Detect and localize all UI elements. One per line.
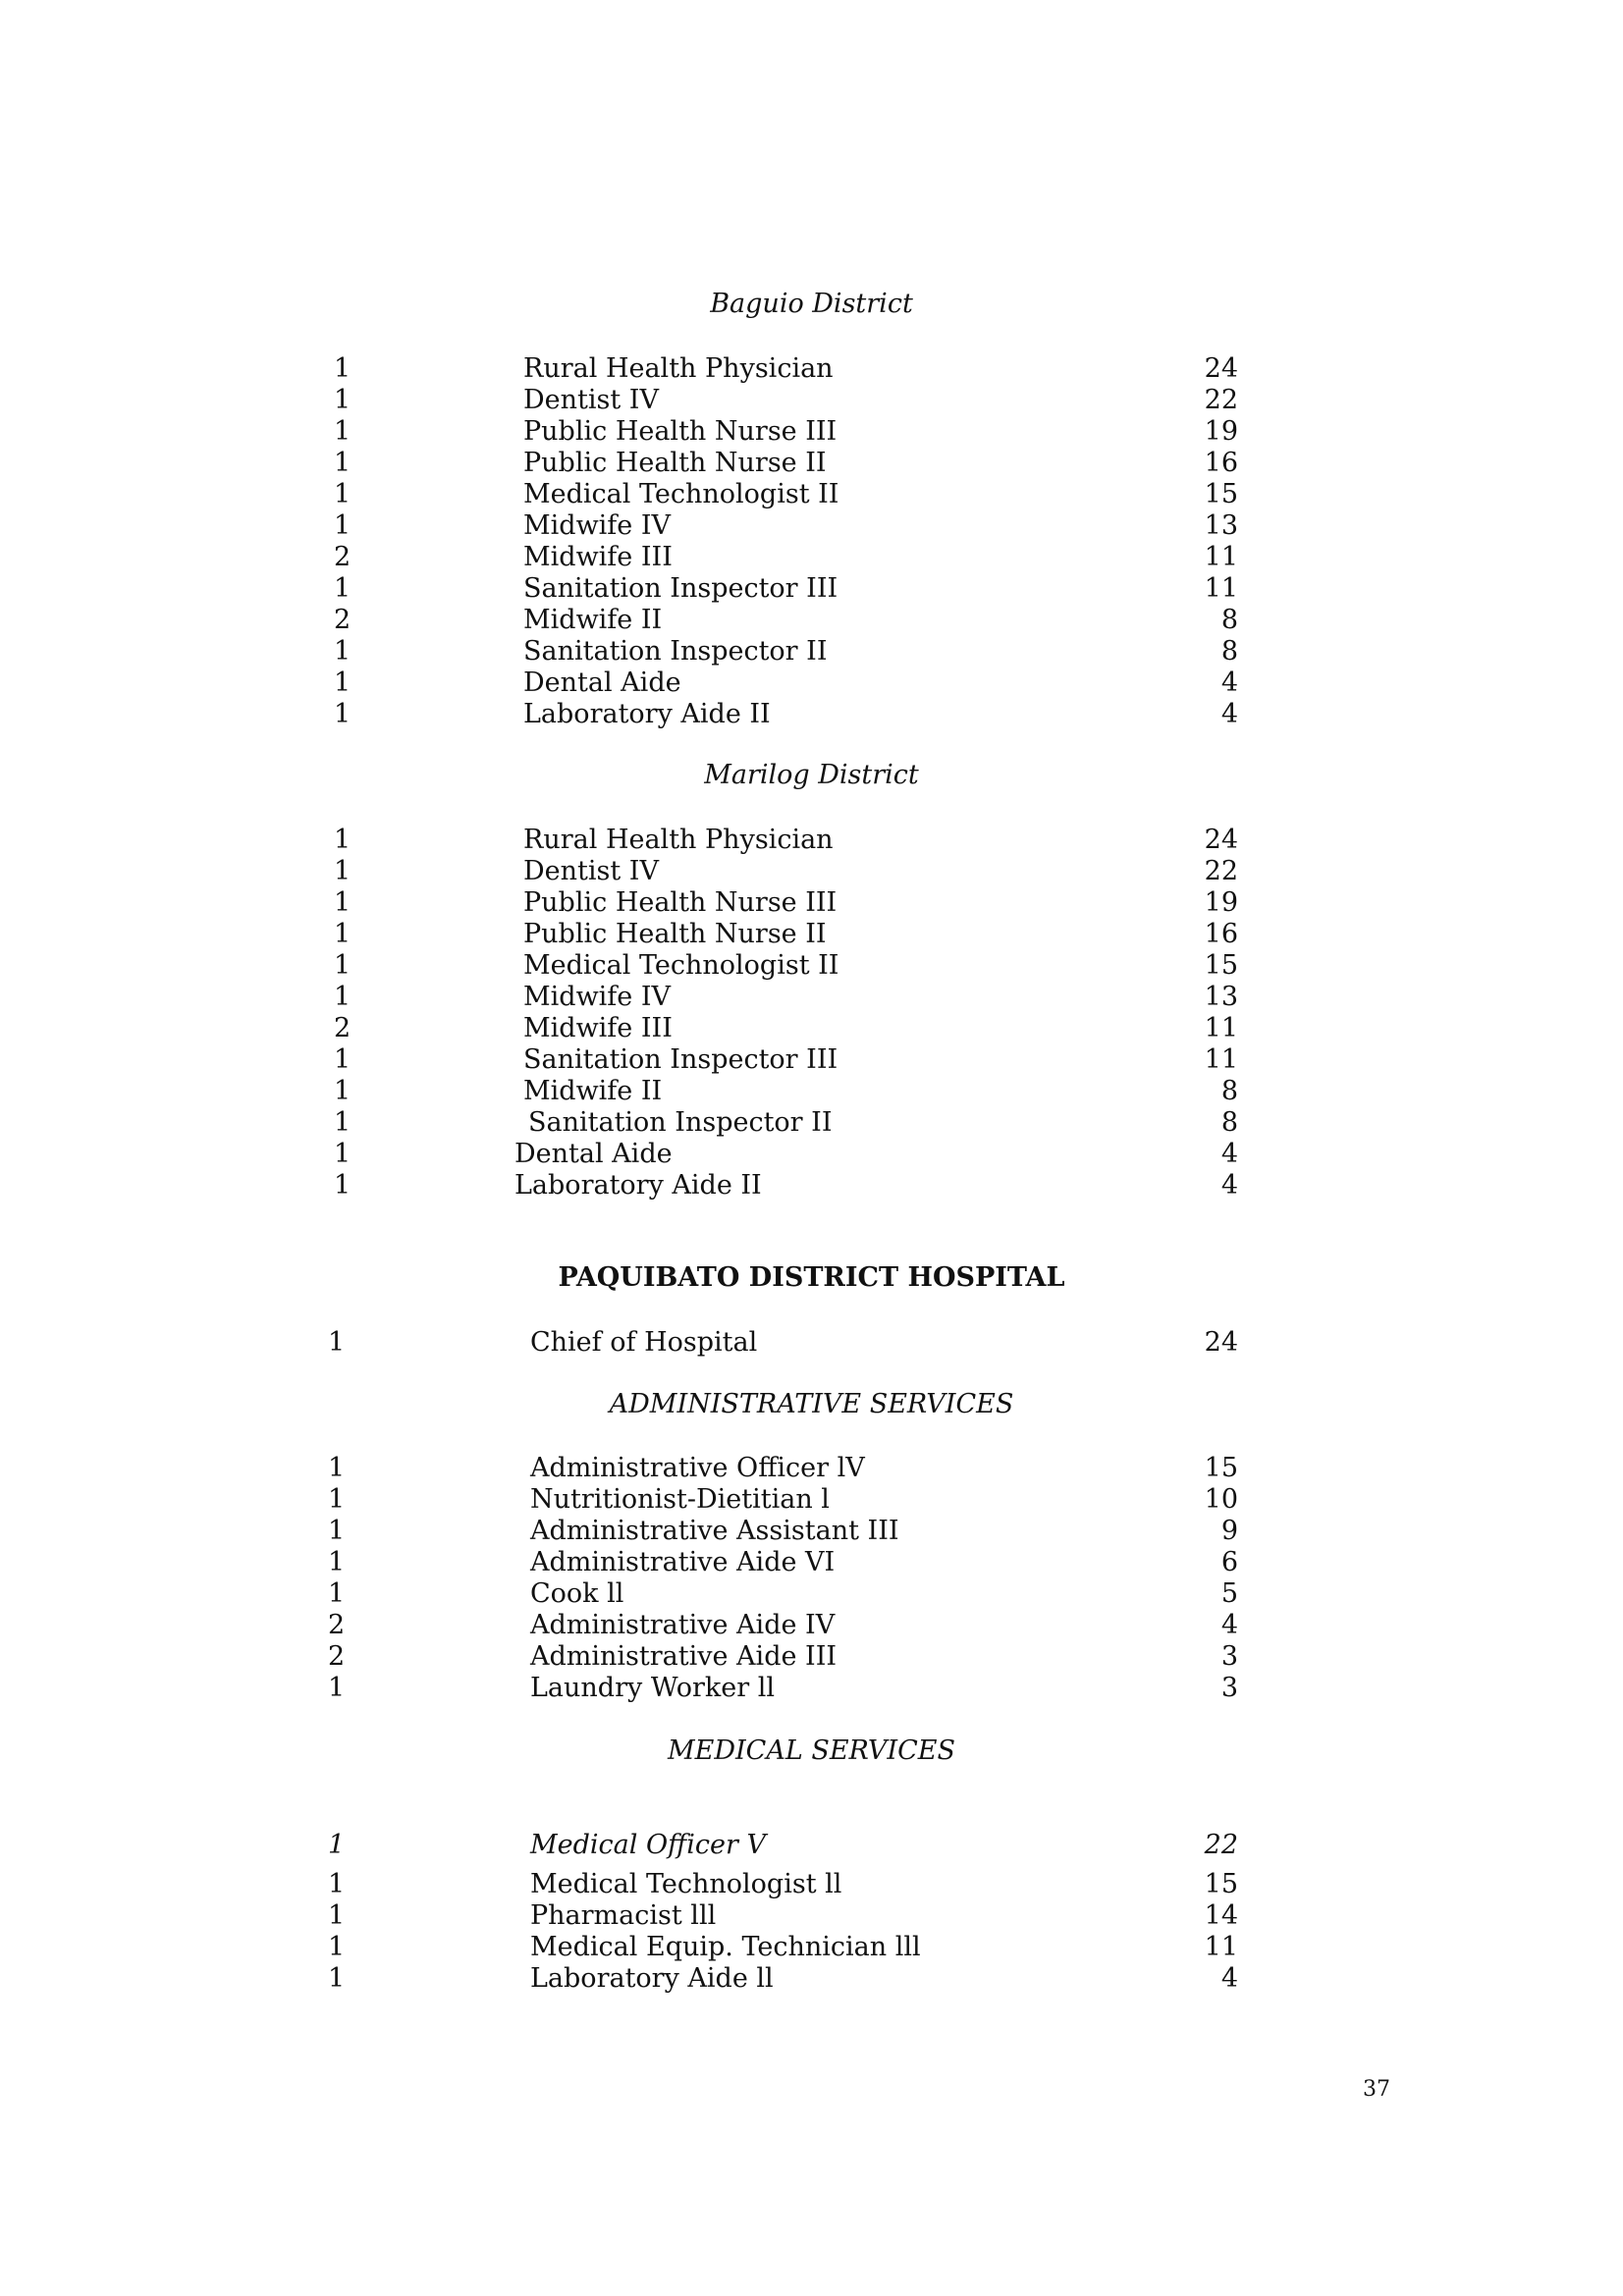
quantity-cell: 1	[334, 856, 352, 886]
quantity-cell: 2	[328, 1641, 346, 1672]
position-title-cell: Dental Aide	[514, 1139, 673, 1169]
page-number: 37	[1363, 2077, 1390, 2102]
salary-grade-cell: 15	[1204, 1453, 1238, 1483]
table-row	[0, 1641, 1623, 1673]
quantity-cell: 1	[334, 1170, 352, 1201]
quantity-cell: 1	[334, 982, 352, 1012]
salary-grade-cell: 9	[1220, 1516, 1238, 1546]
salary-grade-cell: 8	[1220, 1076, 1238, 1106]
position-title-cell: Public Health Nurse III	[523, 416, 838, 447]
quantity-cell: 1	[328, 1516, 346, 1546]
table-row	[0, 448, 1623, 479]
position-title-cell: Rural Health Physician	[523, 825, 834, 855]
position-title-cell: Dentist IV	[523, 385, 659, 415]
table-row	[0, 1044, 1623, 1076]
quantity-cell: 1	[334, 1044, 352, 1075]
quantity-cell: 1	[328, 1547, 346, 1577]
quantity-cell: 1	[334, 1139, 352, 1169]
table-row	[0, 479, 1623, 510]
table-row	[0, 1453, 1623, 1484]
table-row	[0, 1830, 1623, 1861]
salary-grade-cell: 24	[1204, 353, 1238, 384]
table-row	[0, 919, 1623, 950]
quantity-cell: 1	[328, 1900, 346, 1931]
quantity-cell: 1	[334, 667, 352, 698]
table-row	[0, 887, 1623, 919]
table-row	[0, 1076, 1623, 1107]
table-row	[0, 1327, 1623, 1359]
position-title-cell: Midwife II	[523, 1076, 663, 1106]
quantity-cell: 1	[328, 1932, 346, 1962]
salary-grade-cell: 24	[1204, 1327, 1238, 1358]
table-row	[0, 510, 1623, 542]
quantity-cell: 1	[328, 1830, 346, 1860]
position-title-cell: Midwife IV	[523, 510, 672, 541]
table-row	[0, 1107, 1623, 1139]
section-heading: PAQUIBATO DISTRICT HOSPITAL	[558, 1262, 1065, 1293]
quantity-cell: 1	[334, 887, 352, 918]
position-title-cell: Public Health Nurse II	[523, 919, 827, 949]
quantity-cell: 1	[334, 699, 352, 729]
quantity-cell: 1	[328, 1673, 346, 1703]
position-title-cell: Administrative Aide VI	[530, 1547, 836, 1577]
quantity-cell: 1	[334, 510, 352, 541]
quantity-cell: 1	[334, 416, 352, 447]
table-row	[0, 1547, 1623, 1578]
quantity-cell: 2	[334, 605, 352, 635]
quantity-cell: 1	[328, 1869, 346, 1899]
position-title-cell: Cook ll	[530, 1578, 624, 1609]
quantity-cell: 2	[334, 542, 352, 572]
quantity-cell: 2	[328, 1610, 346, 1640]
salary-grade-cell: 4	[1220, 1610, 1238, 1640]
salary-grade-cell: 4	[1220, 699, 1238, 729]
salary-grade-cell: 4	[1220, 667, 1238, 698]
salary-grade-cell: 10	[1204, 1484, 1238, 1515]
salary-grade-cell: 22	[1204, 1830, 1238, 1860]
table-row	[0, 1578, 1623, 1610]
position-title-cell: Administrative Aide IV	[530, 1610, 836, 1640]
salary-grade-cell: 8	[1220, 1107, 1238, 1138]
table-row	[0, 982, 1623, 1013]
section-heading: Marilog District	[704, 760, 919, 790]
section-heading: Baguio District	[710, 289, 913, 319]
salary-grade-cell: 13	[1204, 510, 1238, 541]
position-title-cell: Public Health Nurse II	[523, 448, 827, 478]
salary-grade-cell: 22	[1204, 856, 1238, 886]
quantity-cell: 1	[334, 1107, 352, 1138]
table-row	[0, 1900, 1623, 1932]
salary-grade-cell: 24	[1204, 825, 1238, 855]
salary-grade-cell: 11	[1204, 542, 1238, 572]
table-row	[0, 542, 1623, 573]
position-title-cell: Medical Officer V	[530, 1830, 766, 1860]
salary-grade-cell: 4	[1220, 1139, 1238, 1169]
salary-grade-cell: 15	[1204, 479, 1238, 509]
position-title-cell: Midwife II	[523, 605, 663, 635]
position-title-cell: Sanitation Inspector II	[528, 1107, 833, 1138]
salary-grade-cell: 16	[1204, 919, 1238, 949]
quantity-cell: 1	[328, 1963, 346, 1994]
table-row	[0, 950, 1623, 982]
salary-grade-cell: 13	[1204, 982, 1238, 1012]
position-title-cell: Midwife III	[523, 542, 673, 572]
salary-grade-cell: 14	[1204, 1900, 1238, 1931]
salary-grade-cell: 3	[1220, 1673, 1238, 1703]
table-row	[0, 1869, 1623, 1900]
table-row	[0, 699, 1623, 730]
position-title-cell: Nutritionist-Dietitian l	[530, 1484, 830, 1515]
table-row	[0, 416, 1623, 448]
position-title-cell: Sanitation Inspector II	[523, 636, 828, 667]
table-row	[0, 1013, 1623, 1044]
quantity-cell: 1	[328, 1327, 346, 1358]
table-row	[0, 1673, 1623, 1704]
position-title-cell: Medical Technologist ll	[530, 1869, 842, 1899]
table-row	[0, 353, 1623, 385]
position-title-cell: Public Health Nurse III	[523, 887, 838, 918]
salary-grade-cell: 11	[1204, 1932, 1238, 1962]
position-title-cell: Midwife IV	[523, 982, 672, 1012]
position-title-cell: Sanitation Inspector III	[523, 573, 839, 604]
quantity-cell: 1	[334, 825, 352, 855]
salary-grade-cell: 15	[1204, 950, 1238, 981]
salary-grade-cell: 6	[1220, 1547, 1238, 1577]
position-title-cell: Sanitation Inspector III	[523, 1044, 839, 1075]
position-title-cell: Laboratory Aide II	[514, 1170, 762, 1201]
position-title-cell: Administrative Aide III	[530, 1641, 838, 1672]
position-title-cell: Administrative Officer lV	[530, 1453, 865, 1483]
table-row	[0, 605, 1623, 636]
table-row	[0, 1484, 1623, 1516]
quantity-cell: 1	[334, 479, 352, 509]
table-row	[0, 1139, 1623, 1170]
quantity-cell: 1	[334, 448, 352, 478]
quantity-cell: 1	[334, 385, 352, 415]
table-row	[0, 636, 1623, 667]
position-title-cell: Medical Equip. Technician lll	[530, 1932, 921, 1962]
section-heading: ADMINISTRATIVE SERVICES	[609, 1389, 1014, 1419]
position-title-cell: Dentist IV	[523, 856, 659, 886]
table-row	[0, 1963, 1623, 1995]
position-title-cell: Medical Technologist II	[523, 479, 839, 509]
position-title-cell: Laboratory Aide II	[523, 699, 771, 729]
table-row	[0, 1610, 1623, 1641]
quantity-cell: 1	[328, 1453, 346, 1483]
table-row	[0, 1516, 1623, 1547]
salary-grade-cell: 11	[1204, 1013, 1238, 1043]
quantity-cell: 1	[328, 1578, 346, 1609]
quantity-cell: 1	[334, 573, 352, 604]
table-row	[0, 1932, 1623, 1963]
salary-grade-cell: 8	[1220, 636, 1238, 667]
quantity-cell: 2	[334, 1013, 352, 1043]
salary-grade-cell: 8	[1220, 605, 1238, 635]
salary-grade-cell: 5	[1220, 1578, 1238, 1609]
table-row	[0, 856, 1623, 887]
quantity-cell: 1	[334, 919, 352, 949]
salary-grade-cell: 3	[1220, 1641, 1238, 1672]
salary-grade-cell: 16	[1204, 448, 1238, 478]
table-row	[0, 573, 1623, 605]
table-row	[0, 825, 1623, 856]
position-title-cell: Medical Technologist II	[523, 950, 839, 981]
table-row	[0, 667, 1623, 699]
position-title-cell: Pharmacist lll	[530, 1900, 717, 1931]
quantity-cell: 1	[334, 636, 352, 667]
salary-grade-cell: 11	[1204, 1044, 1238, 1075]
position-title-cell: Dental Aide	[523, 667, 681, 698]
salary-grade-cell: 22	[1204, 385, 1238, 415]
position-title-cell: Chief of Hospital	[530, 1327, 758, 1358]
quantity-cell: 1	[334, 1076, 352, 1106]
salary-grade-cell: 19	[1204, 416, 1238, 447]
salary-grade-cell: 19	[1204, 887, 1238, 918]
section-heading: MEDICAL SERVICES	[668, 1735, 955, 1766]
quantity-cell: 1	[328, 1484, 346, 1515]
position-title-cell: Administrative Assistant III	[530, 1516, 899, 1546]
salary-grade-cell: 15	[1204, 1869, 1238, 1899]
position-title-cell: Laboratory Aide ll	[530, 1963, 774, 1994]
position-title-cell: Midwife III	[523, 1013, 673, 1043]
position-title-cell: Laundry Worker ll	[530, 1673, 776, 1703]
table-row	[0, 385, 1623, 416]
quantity-cell: 1	[334, 353, 352, 384]
table-row	[0, 1170, 1623, 1201]
position-title-cell: Rural Health Physician	[523, 353, 834, 384]
salary-grade-cell: 4	[1220, 1963, 1238, 1994]
quantity-cell: 1	[334, 950, 352, 981]
salary-grade-cell: 11	[1204, 573, 1238, 604]
salary-grade-cell: 4	[1220, 1170, 1238, 1201]
